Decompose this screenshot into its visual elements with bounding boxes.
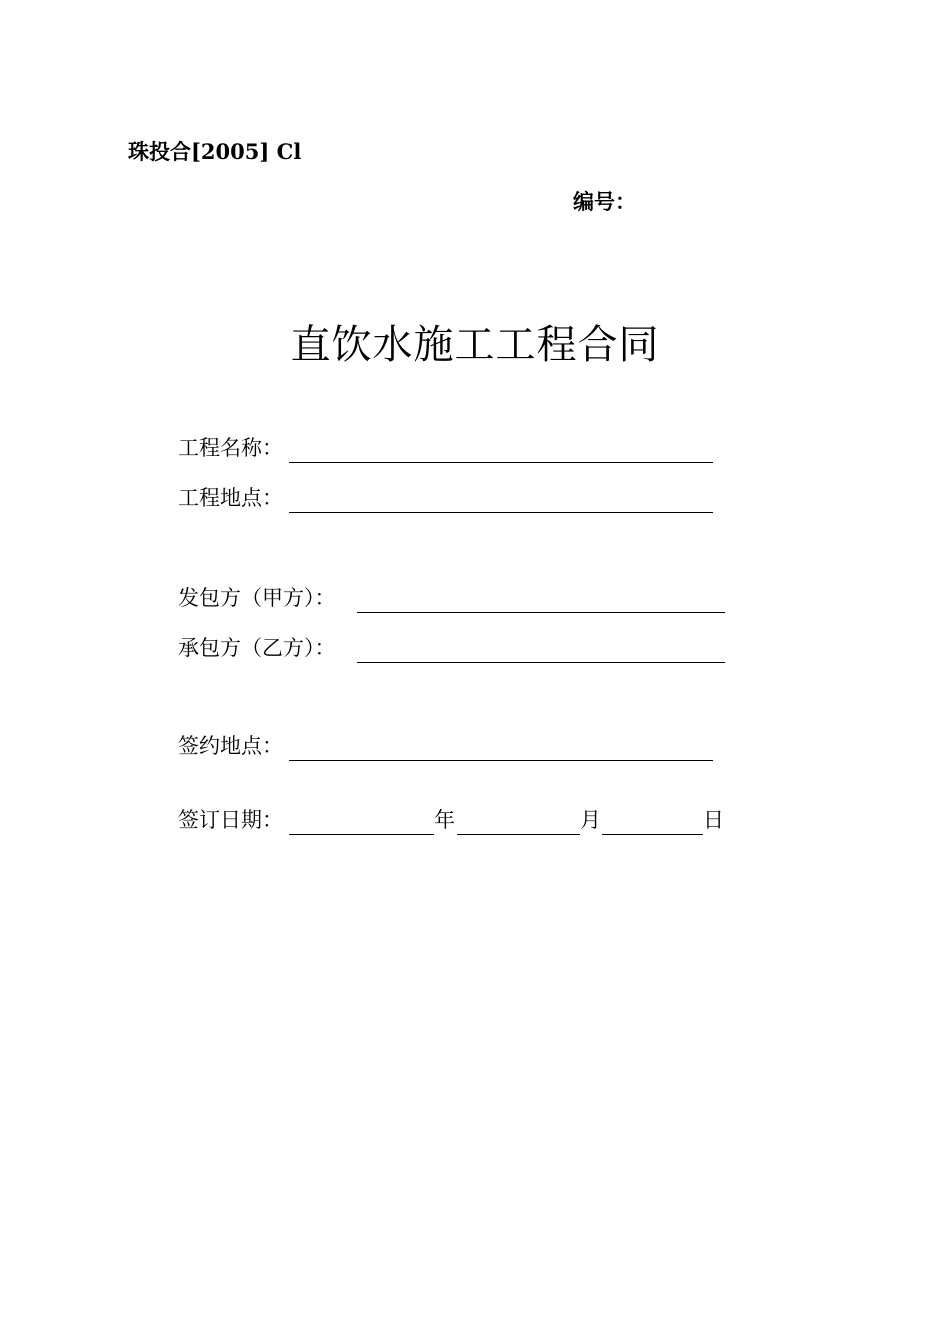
party-a-blank[interactable] bbox=[357, 612, 725, 613]
document-code: 珠投合[2005] Cl bbox=[128, 139, 302, 164]
party-b-blank[interactable] bbox=[357, 662, 725, 663]
project-location-label: 工程地点： bbox=[178, 486, 283, 510]
signing-month-blank[interactable] bbox=[457, 834, 580, 835]
party-a-field bbox=[178, 583, 728, 613]
project-location-blank[interactable] bbox=[289, 512, 713, 513]
signing-day-blank[interactable] bbox=[602, 834, 703, 835]
signing-year-blank[interactable] bbox=[289, 834, 434, 835]
signing-place-label: 签约地点： bbox=[178, 734, 283, 758]
signing-place-blank[interactable] bbox=[289, 760, 713, 761]
party-a-label: 发包方（甲方）： bbox=[178, 586, 336, 610]
contract-title: 直饮水施工工程合同 bbox=[290, 322, 660, 368]
project-name-field bbox=[178, 433, 718, 463]
signing-date-label: 签订日期： bbox=[178, 808, 283, 832]
day-unit: 日 bbox=[703, 808, 724, 832]
year-unit: 年 bbox=[434, 808, 455, 832]
contract-number-label: 编号： bbox=[573, 189, 636, 214]
party-b-label: 承包方（乙方）： bbox=[178, 636, 336, 660]
month-unit: 月 bbox=[580, 808, 601, 832]
signing-date-field bbox=[178, 805, 738, 835]
signing-place-field bbox=[178, 731, 718, 761]
project-name-label: 工程名称： bbox=[178, 436, 283, 460]
project-location-field bbox=[178, 483, 718, 513]
party-b-field bbox=[178, 633, 728, 663]
project-name-blank[interactable] bbox=[289, 462, 713, 463]
